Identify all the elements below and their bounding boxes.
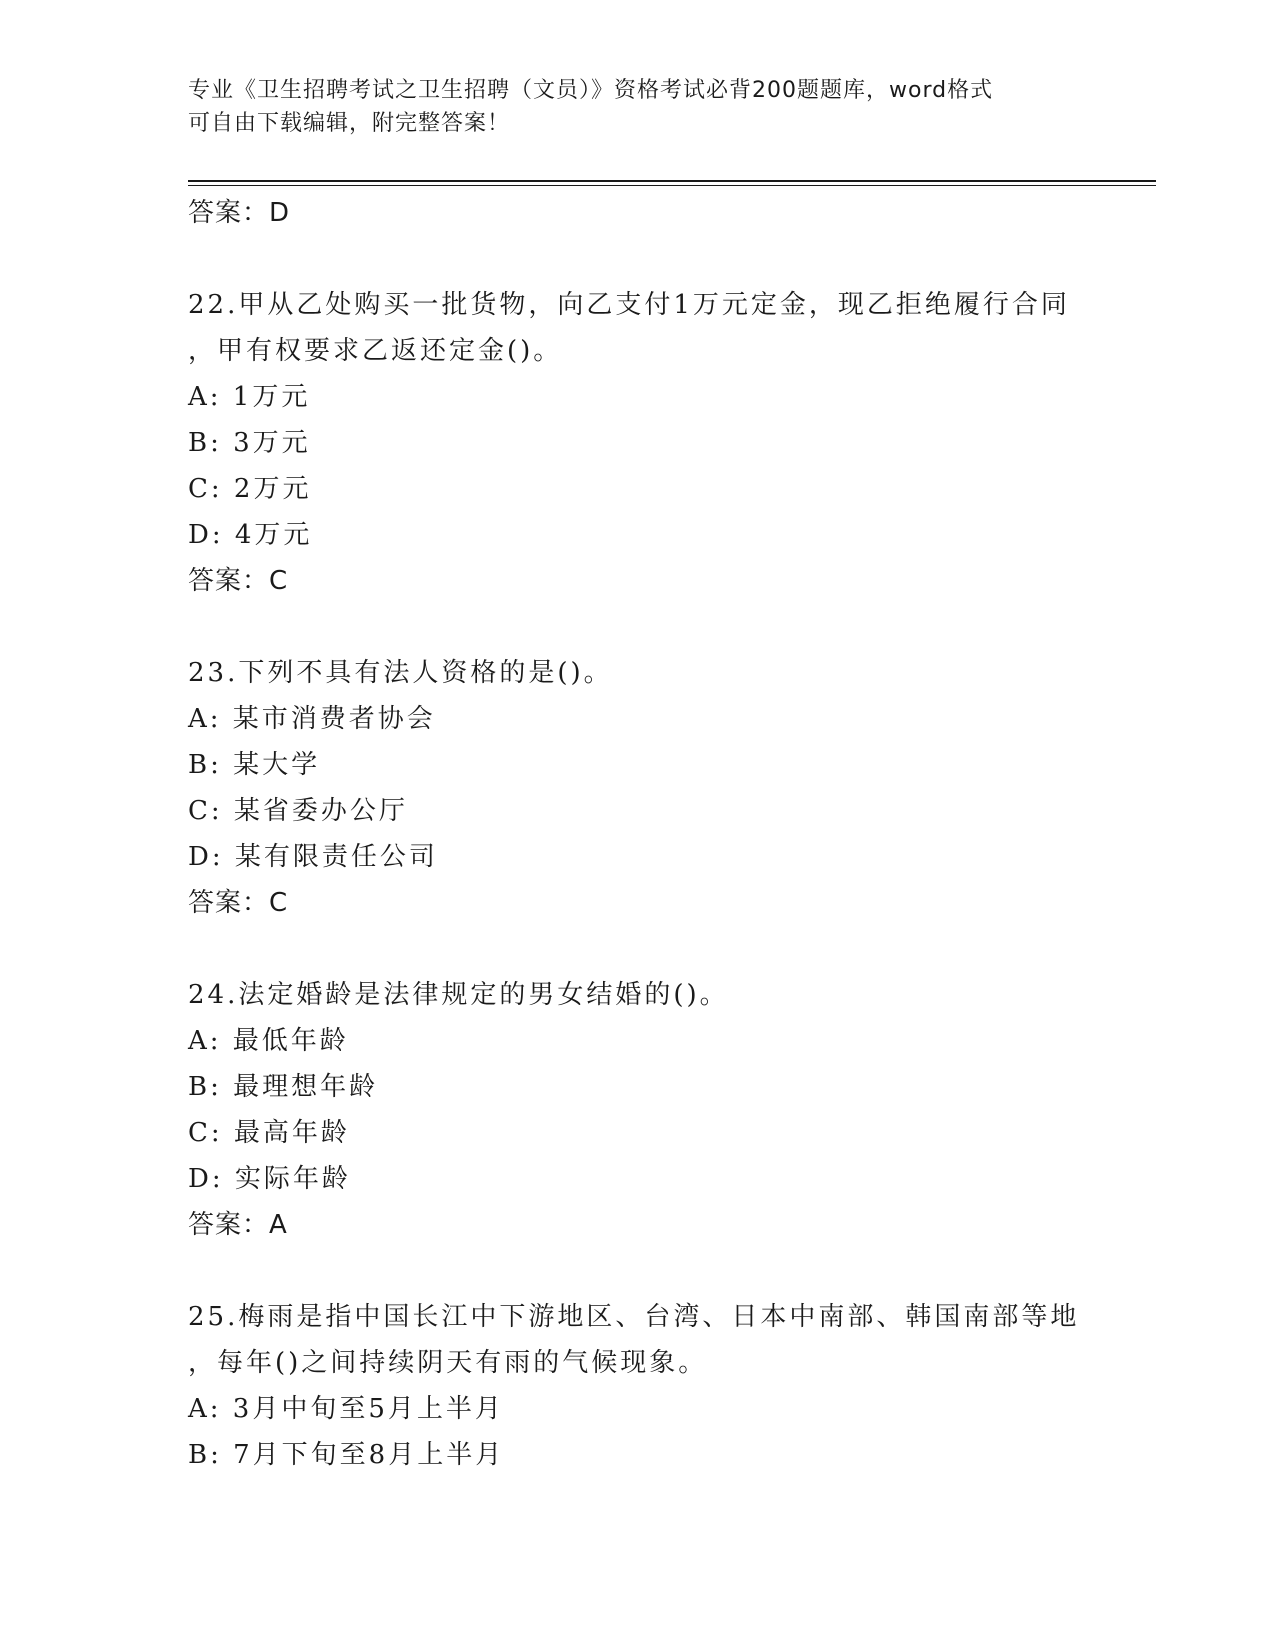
document-header: [188, 74, 1068, 140]
header-rule-thin: [188, 185, 1156, 186]
question-25: [188, 1294, 1088, 1478]
option-c: C: 最高年龄: [188, 1118, 350, 1148]
question-24: [188, 972, 1088, 1248]
question-22: [188, 282, 1088, 604]
option-d: D: 实际年龄: [188, 1164, 351, 1194]
answer-line: 答案：C: [188, 888, 289, 918]
option-b: B: 某大学: [188, 750, 321, 780]
header-line-1: 专业《卫生招聘考试之卫生招聘（文员）》资格考试必背200题题库，word格式: [188, 78, 994, 103]
answer-line: 答案：A: [188, 1210, 288, 1240]
question-stem: 22.甲从乙处购买一批货物，向乙支付1万元定金，现乙拒绝履行合同: [188, 290, 1070, 320]
option-c: C: 2万元: [188, 474, 312, 504]
option-a: A: 1万元: [188, 382, 311, 412]
question-stem: 24.法定婚龄是法律规定的男女结婚的()。: [188, 980, 729, 1010]
spacer: [188, 604, 1088, 650]
spacer: [188, 236, 1088, 282]
document-body: [188, 190, 1088, 1478]
question-stem-continued: ，甲有权要求乙返还定金()。: [188, 336, 563, 366]
question-stem: 23.下列不具有法人资格的是()。: [188, 658, 613, 688]
question-23: [188, 650, 1088, 926]
option-d: D: 4万元: [188, 520, 313, 550]
option-a: A: 最低年龄: [188, 1026, 349, 1056]
option-b: B: 7月下旬至8月上半月: [188, 1440, 505, 1470]
option-a: A: 某市消费者协会: [188, 704, 436, 734]
option-a: A: 3月中旬至5月上半月: [188, 1394, 504, 1424]
answer-line: 答案：C: [188, 566, 289, 596]
option-b: B: 最理想年龄: [188, 1072, 379, 1102]
option-b: B: 3万元: [188, 428, 311, 458]
spacer: [188, 926, 1088, 972]
question-stem-continued: ，每年()之间持续阴天有雨的气候现象。: [188, 1348, 708, 1378]
question-stem: 25.梅雨是指中国长江中下游地区、台湾、日本中南部、韩国南部等地: [188, 1302, 1080, 1332]
option-d: D: 某有限责任公司: [188, 842, 438, 872]
answer-line-21: 答案：D: [188, 198, 291, 228]
option-c: C: 某省委办公厅: [188, 796, 408, 826]
header-rule-thick: [188, 180, 1156, 182]
header-line-2: 可自由下载编辑，附完整答案！: [188, 111, 511, 136]
spacer: [188, 1248, 1088, 1294]
